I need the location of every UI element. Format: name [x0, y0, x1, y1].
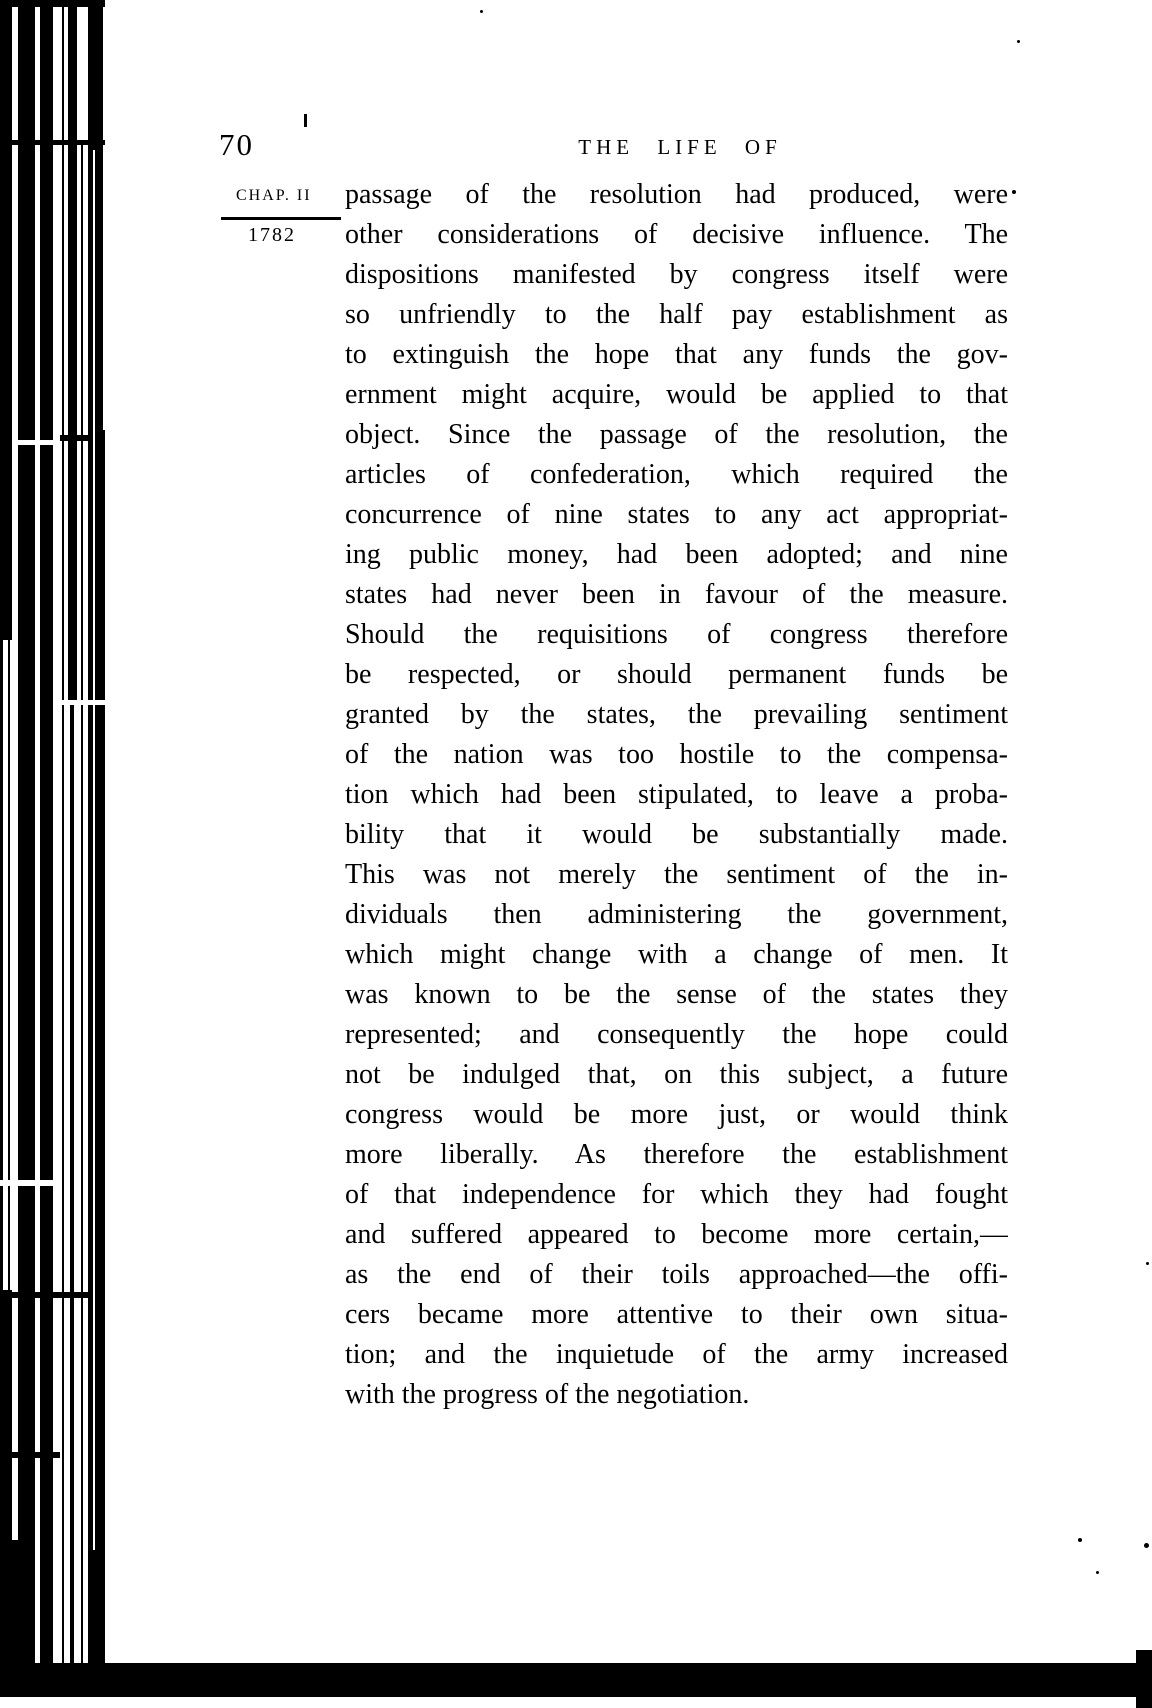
scan-smear	[0, 0, 105, 7]
body-line: with the progress of the negotiation.	[345, 1379, 750, 1410]
scan-stripe	[0, 1540, 30, 1663]
body-line: Should the requisitions of congress therefore	[345, 619, 1008, 650]
scan-artifact-corner	[1136, 1650, 1152, 1708]
year-label: 1782	[248, 224, 296, 246]
body-line: of that independence for which they had fought	[345, 1179, 1008, 1210]
ink-speck	[1144, 1543, 1149, 1548]
scan-stripe	[70, 700, 74, 1663]
body-line: was known to be the sense of the states they	[345, 979, 1008, 1010]
body-line: represented; and consequently the hope could	[345, 1019, 1008, 1050]
body-line: states had never been in favour of the measure.	[345, 579, 1008, 610]
body-line: dividuals then administering the government,	[345, 899, 1008, 930]
body-line: bility that it would be substantially made.	[345, 819, 1008, 850]
body-line: dispositions manifested by congress itself were	[345, 259, 1008, 290]
scan-stripe	[81, 140, 83, 1663]
scan-stripe	[62, 0, 64, 1663]
scan-gap	[0, 1180, 62, 1186]
body-line: be respected, or should permanent funds be	[345, 659, 1008, 690]
body-line: concurrence of nine states to any act appropriat-	[345, 499, 1008, 530]
body-line: ing public money, had been adopted; and nine	[345, 539, 1008, 570]
body-line: which might change with a change of men. It	[345, 939, 1008, 970]
running-head: THE LIFE OF	[578, 135, 782, 159]
ink-speck	[1017, 40, 1020, 43]
body-line: ernment might acquire, would be applied to that	[345, 379, 1008, 410]
scan-stripe	[40, 0, 53, 1663]
body-line: object. Since the passage of the resolution, the	[345, 419, 1008, 450]
scan-smear	[0, 1452, 60, 1458]
body-line: not be indulged that, on this subject, a future	[345, 1059, 1008, 1090]
body-line: to extinguish the hope that any funds the gov-	[345, 339, 1008, 370]
page-number: 70	[219, 127, 254, 162]
chapter-rule	[221, 217, 341, 220]
body-line: other considerations of decisive influence. The	[345, 219, 1008, 250]
body-line: This was not merely the sentiment of the in-	[345, 859, 1008, 890]
scan-stripe	[0, 0, 12, 640]
body-line: so unfriendly to the half pay establishment as	[345, 299, 1008, 330]
scan-stripe	[88, 0, 103, 1663]
ink-speck	[304, 114, 307, 127]
body-line: congress would be more just, or would think	[345, 1099, 1008, 1130]
scan-smear	[0, 1292, 105, 1298]
scan-stripe	[18, 0, 35, 1663]
body-line: of the nation was too hostile to the compensa-	[345, 739, 1008, 770]
body-line: and suffered appeared to become more certain,—	[345, 1219, 1008, 1250]
body-line: articles of confederation, which required the	[345, 459, 1008, 490]
ink-speck	[1078, 1538, 1082, 1542]
body-text	[345, 175, 1008, 1415]
body-line: more liberally. As therefore the establishment	[345, 1139, 1008, 1170]
body-line: granted by the states, the prevailing sentiment	[345, 699, 1008, 730]
body-line: cers became more attentive to their own situa-	[345, 1299, 1008, 1330]
scan-stripe	[68, 0, 77, 700]
scan-stripe	[0, 640, 3, 1290]
scan-artifact-bottom-bar	[0, 1663, 1152, 1697]
scan-gap	[15, 440, 60, 445]
ink-speck	[1012, 190, 1016, 194]
body-line: as the end of their toils approached—the offi-	[345, 1259, 1008, 1290]
body-line: passage of the resolution had produced, were	[345, 179, 1008, 210]
scan-smear	[60, 435, 105, 441]
scan-stripe	[103, 430, 105, 1663]
ink-speck	[480, 10, 483, 13]
scan-gap	[60, 700, 108, 705]
scan-gap	[93, 150, 95, 1550]
body-line: tion which had been stipulated, to leave a proba-	[345, 779, 1008, 810]
body-line: tion; and the inquietude of the army increased	[345, 1339, 1008, 1370]
ink-speck	[1146, 1262, 1149, 1265]
chapter-label: CHAP. II	[236, 187, 312, 204]
scan-smear	[0, 140, 105, 145]
ink-speck	[1096, 1571, 1099, 1574]
